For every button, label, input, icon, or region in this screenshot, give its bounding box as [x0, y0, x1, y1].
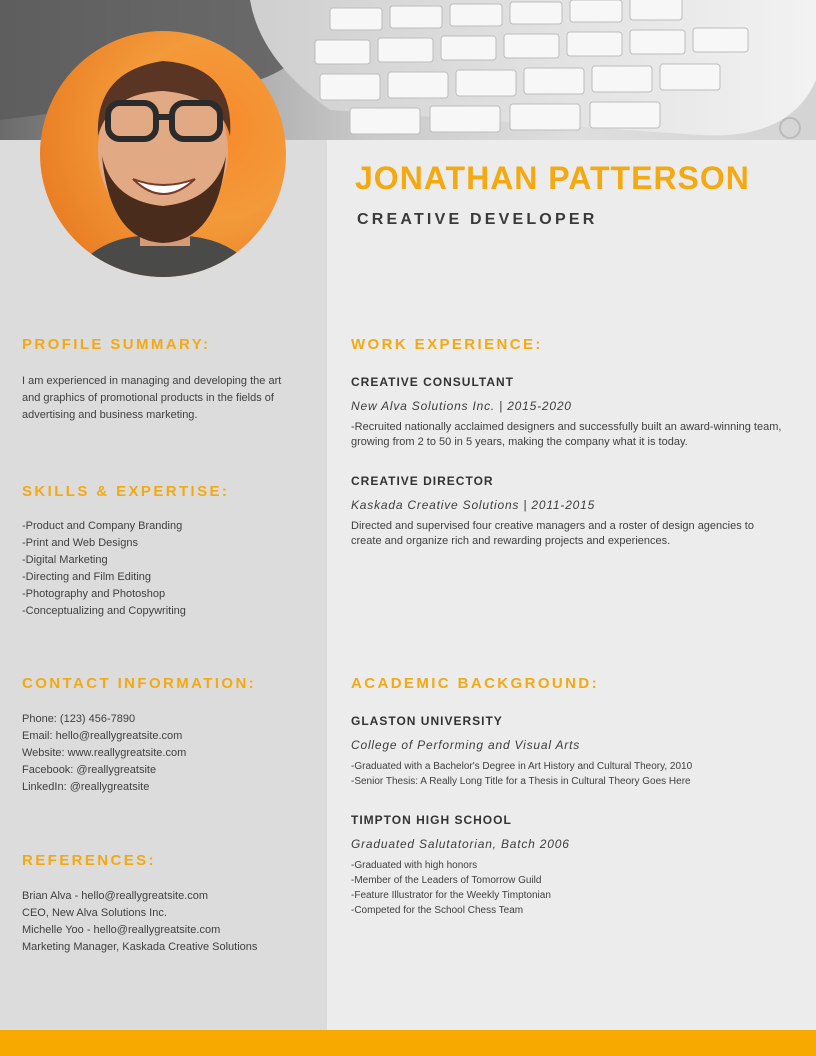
- school-detail: College of Performing and Visual Arts: [351, 738, 581, 752]
- skills-list: [22, 518, 302, 620]
- list-item: -Senior Thesis: A Really Long Title for a Thesis in Cultural Theory Goes Here: [351, 776, 691, 787]
- list-item: -Graduated with high honors: [351, 860, 478, 871]
- contact-website[interactable]: Website: www.reallygreatsite.com: [22, 747, 187, 759]
- contact-phone: Phone: (123) 456-7890: [22, 713, 136, 725]
- list-item: -Digital Marketing: [22, 554, 108, 566]
- job-company: Kaskada Creative Solutions | 2011-2015: [351, 498, 596, 512]
- profile-photo: [40, 31, 286, 277]
- contact-heading: CONTACT INFORMATION:: [22, 675, 257, 692]
- contact-email[interactable]: Email: hello@reallygreatsite.com: [22, 730, 183, 742]
- contact-list: [22, 711, 302, 796]
- school-name: GLASTON UNIVERSITY: [351, 714, 503, 728]
- list-item: -Print and Web Designs: [22, 537, 138, 549]
- job-company: New Alva Solutions Inc. | 2015-2020: [351, 399, 572, 413]
- list-item: -Competed for the School Chess Team: [351, 905, 524, 916]
- candidate-name: JONATHAN PATTERSON: [355, 160, 750, 196]
- list-item: -Product and Company Branding: [22, 520, 183, 532]
- profile-summary-heading: PROFILE SUMMARY:: [22, 336, 211, 353]
- list-item: -Feature Illustrator for the Weekly Timptonian: [351, 890, 551, 901]
- contact-linkedin[interactable]: LinkedIn: @reallygreatsite: [22, 781, 150, 793]
- job-title: CREATIVE CONSULTANT: [351, 375, 514, 389]
- footer-accent-bar: [0, 1030, 816, 1056]
- list-item: Marketing Manager, Kaskada Creative Solutions: [22, 941, 258, 953]
- school-notes: [351, 759, 801, 789]
- school-notes: [351, 858, 801, 918]
- list-item: -Conceptualizing and Copywriting: [22, 605, 186, 617]
- list-item: -Graduated with a Bachelor's Degree in Art History and Cultural Theory, 2010: [351, 761, 693, 772]
- contact-facebook[interactable]: Facebook: @reallygreatsite: [22, 764, 157, 776]
- job-title: CREATIVE DIRECTOR: [351, 474, 494, 488]
- school-detail: Graduated Salutatorian, Batch 2006: [351, 837, 570, 851]
- candidate-title: CREATIVE DEVELOPER: [357, 211, 598, 228]
- academic-heading: ACADEMIC BACKGROUND:: [351, 675, 599, 692]
- list-item: Brian Alva - hello@reallygreatsite.com: [22, 890, 209, 902]
- work-experience-heading: WORK EXPERIENCE:: [351, 336, 543, 353]
- list-item: Michelle Yoo - hello@reallygreatsite.com: [22, 924, 221, 936]
- list-item: -Directing and Film Editing: [22, 571, 151, 583]
- list-item: -Photography and Photoshop: [22, 588, 166, 600]
- references-heading: REFERENCES:: [22, 852, 156, 869]
- profile-summary-text: I am experienced in managing and developing the art and graphics of promotional products in the fields of advertising and business marketing.: [22, 375, 282, 421]
- job-description: -Recruited nationally acclaimed designers and successfully built an award-winning team, growing from 2 to 50 in 5 years, making the company what it is today.: [351, 421, 782, 448]
- skills-heading: SKILLS & EXPERTISE:: [22, 483, 230, 500]
- references-list: [22, 888, 312, 956]
- job-description: Directed and supervised four creative managers and a roster of design agencies to create and organize rich and rewarding projects and experiences.: [351, 520, 754, 547]
- list-item: -Member of the Leaders of Tomorrow Guild: [351, 875, 542, 886]
- school-name: TIMPTON HIGH SCHOOL: [351, 813, 512, 827]
- list-item: CEO, New Alva Solutions Inc.: [22, 907, 167, 919]
